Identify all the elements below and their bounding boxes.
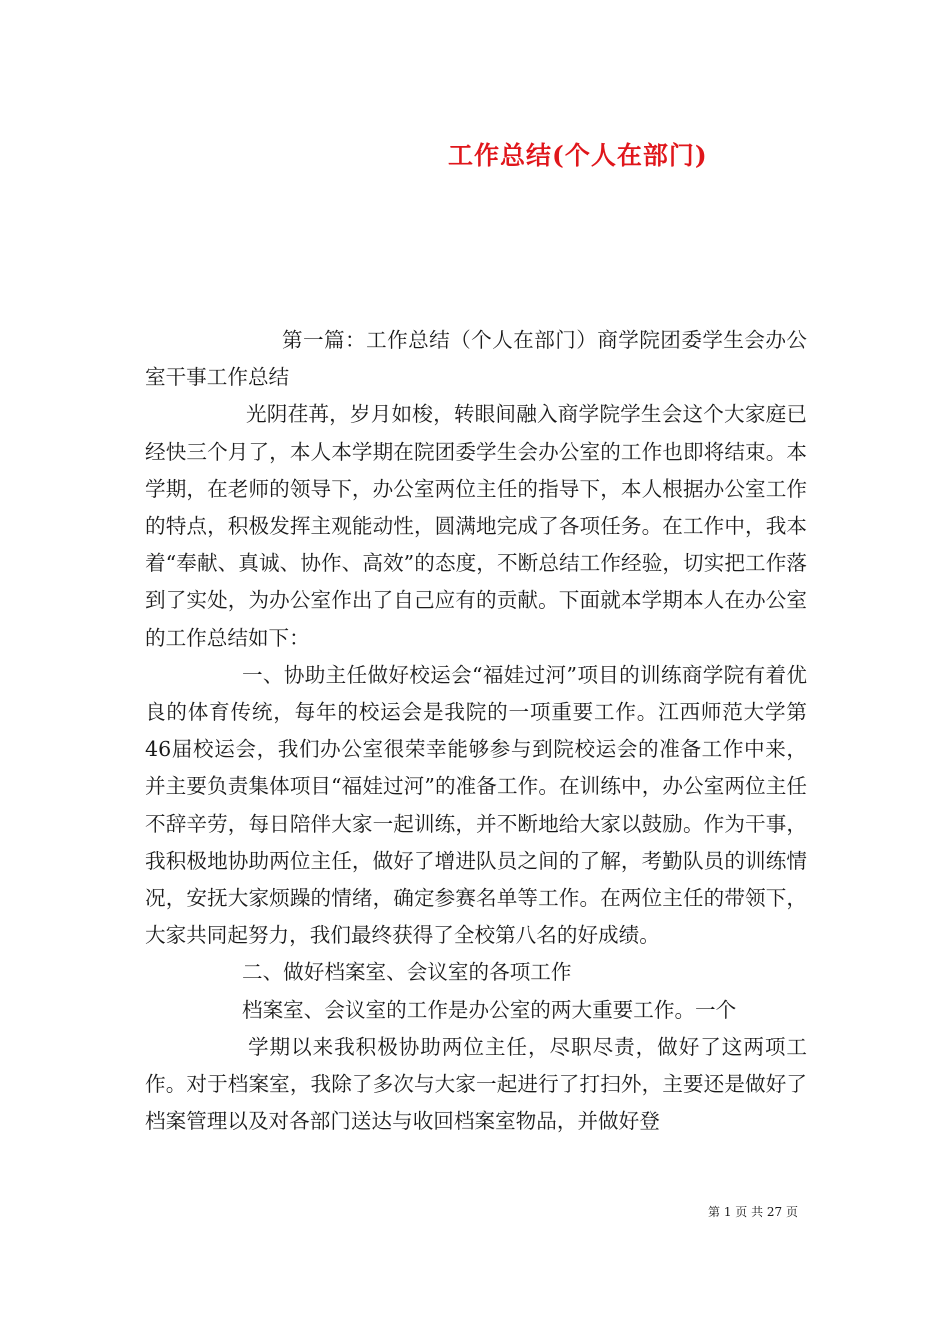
document-title: 工作总结(个人在部门): [448, 141, 708, 170]
page-number-footer: 第 1 页 共 27 页: [708, 1205, 798, 1219]
intro-paragraph: 光阴荏苒，岁月如梭，转眼间融入商学院学生会这个大家庭已经快三个月了，本人本学期在院团委学生会办公室的工作也即将结束。本学期，在老师的领导下，办公室两位主任的指导下，本人根据办公室工作的特点，积极发挥主观能动性，圆满地完成了各项任务。在工作中，我本着“奉献、真诚、协作、高效”的态度，不断总结工作经验，切实把工作落到了实处，为办公室作出了自己应有的贡献。下面就本学期本人在办公室的工作总结如下：: [145, 402, 807, 650]
section-two-lead-line: 档案室、会议室的工作是办公室的两大重要工作。一个: [242, 997, 737, 1022]
section-two-paragraph: 学期以来我积极协助两位主任，尽职尽责，做好了这两项工作。对于档案室，我除了多次与大家一起进行了打扫外，主要还是做好了档案管理以及对各部门送达与收回档案室物品，并做好登: [145, 1034, 807, 1134]
section-two-heading: 二、做好档案室、会议室的各项工作: [242, 960, 572, 985]
section-one-paragraph: 一、协助主任做好校运会“福娃过河”项目的训练商学院有着优良的体育传统，每年的校运会是我院的一项重要工作。江西师范大学第46届校运会，我们办公室很荣幸能够参与到院校运会的准备工作中来，并主要负责集体项目“福娃过河”的准备工作。在训练中，办公室两位主任不辞辛劳，每日陪伴大家一起训练，并不断地给大家以鼓励。作为干事，我积极地协助两位主任，做好了增进队员之间的了解，考勤队员的训练情况，安抚大家烦躁的情绪，确定参赛名单等工作。在两位主任的带领下，大家共同起努力，我们最终获得了全校第八名的好成绩。: [145, 662, 807, 948]
document-body: [145, 322, 807, 1140]
chapter-heading-paragraph: 第一篇：工作总结（个人在部门）商学院团委学生会办公室干事工作总结: [145, 328, 807, 390]
